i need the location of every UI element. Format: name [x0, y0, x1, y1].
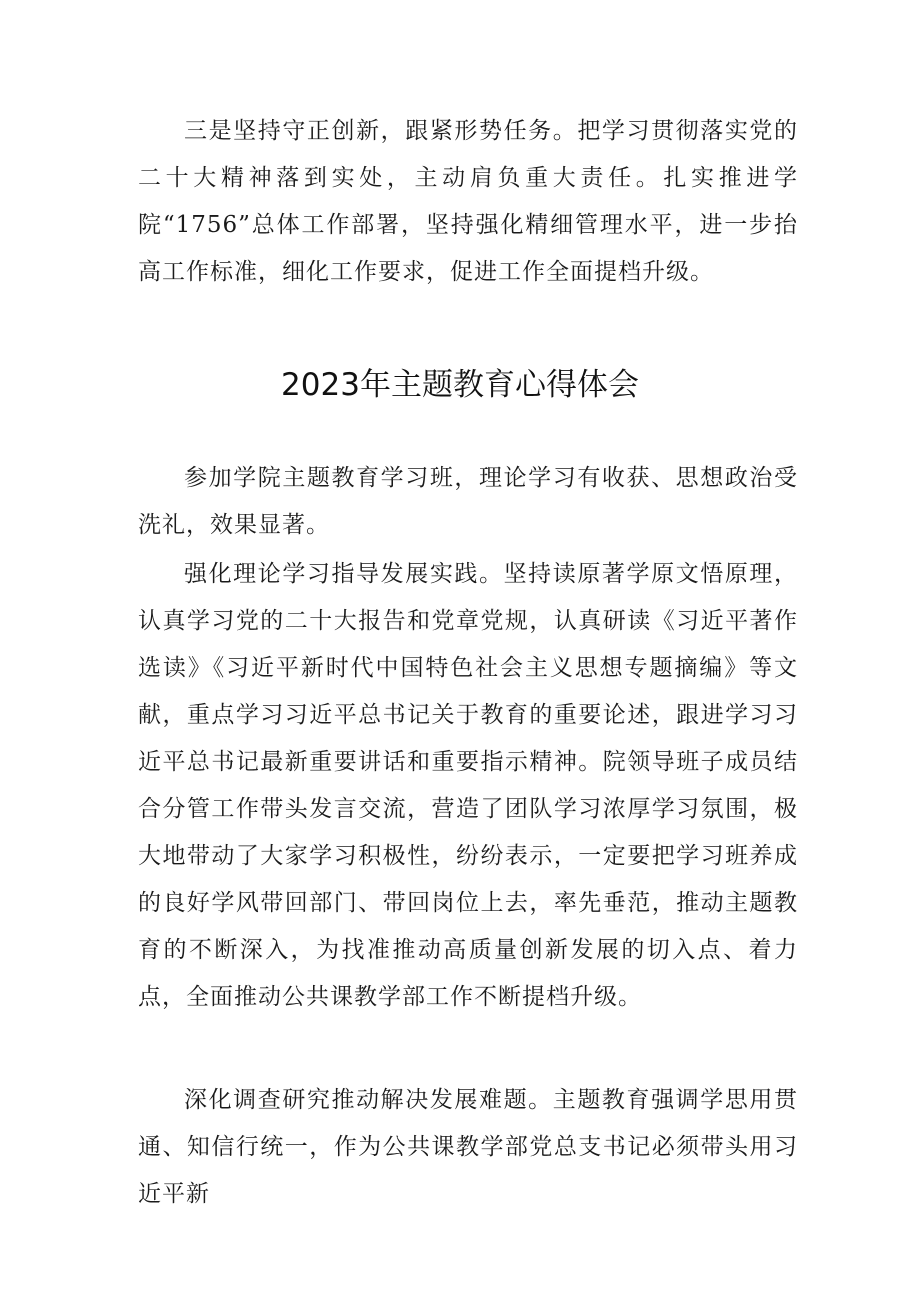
- paragraph-research: 深化调查研究推动解决发展难题。主题教育强调学思用贯通、知信行统一，作为公共课教学部党总支书记必须带头用习近平新: [138, 1087, 798, 1207]
- page-title: 2023年主题教育心得体会: [281, 367, 639, 403]
- paragraph-study-class: 参加学院主题教育学习班，理论学习有收获、思想政治受洗礼，效果显著。: [138, 465, 798, 538]
- paragraph-innovation: 三是坚持守正创新，跟紧形势任务。把学习贯彻落实党的二十大精神落到实处，主动肩负重大责任。扎实推进学院“1756”总体工作部署，坚持强化精细管理水平，进一步抬高工作标准，细化工作要求，促进工作全面提档升级。: [138, 118, 798, 285]
- paragraph-theory-study: 强化理论学习指导发展实践。坚持读原著学原文悟原理，认真学习党的二十大报告和党章党规，认真研读《习近平著作选读》《习近平新时代中国特色社会主义思想专题摘编》等文献，重点学习习近平总书记关于教育的重要论述，跟进学习习近平总书记最新重要讲话和重要指示精神。院领导班子成员结合分管工作带头发言交流，营造了团队学习浓厚学习氛围，极大地带动了大家学习积极性，纷纷表示，一定要把学习班养成的良好学风带回部门、带回岗位上去，率先垂范，推动主题教育的不断深入，为找准推动高质量创新发展的切入点、着力点，全面推动公共课教学部工作不断提档升级。: [138, 561, 798, 1010]
